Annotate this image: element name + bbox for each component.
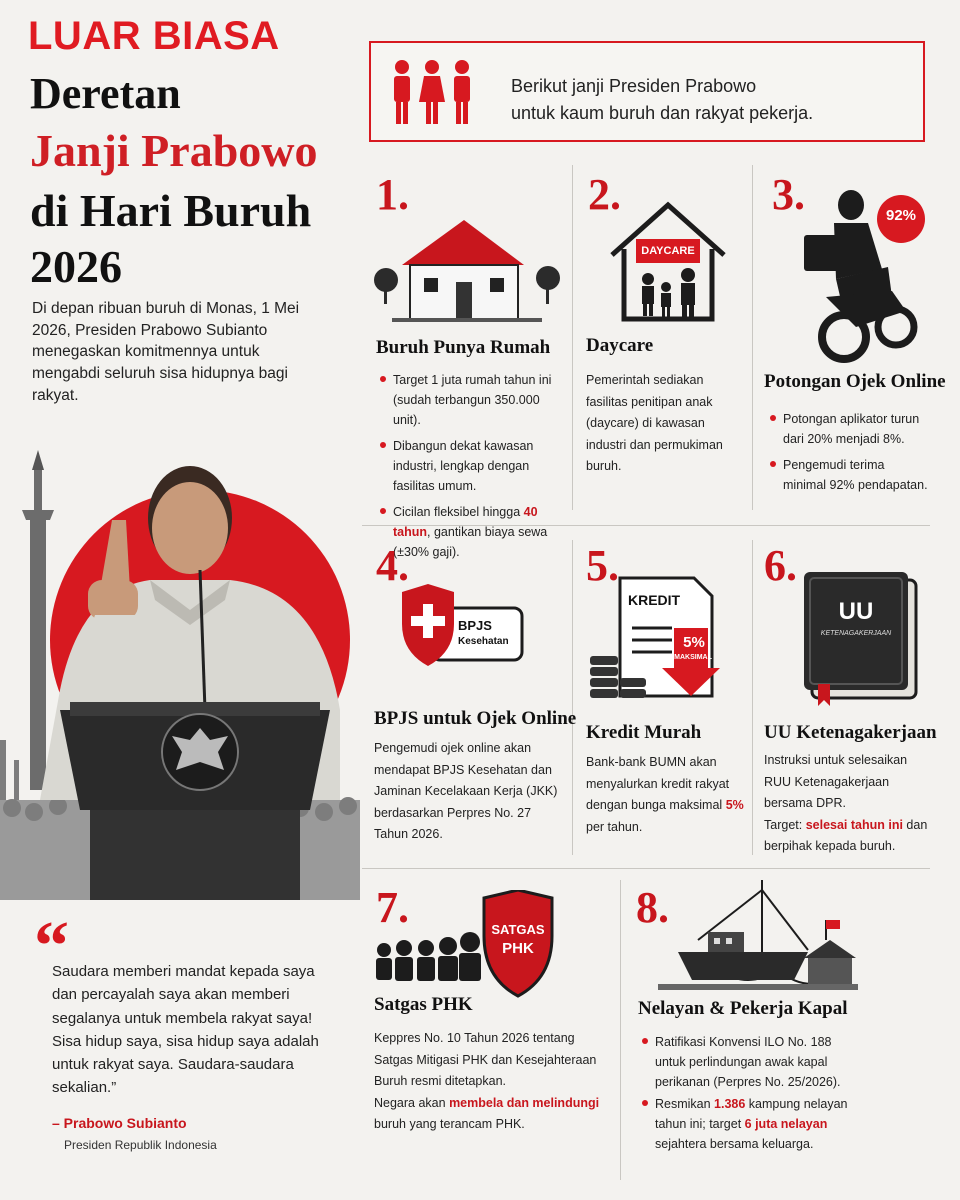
badge-92-percent: 92% [885,207,917,224]
quote-mark-icon: “ [34,908,69,985]
law-book-icon [798,568,922,708]
card-2 [584,165,746,515]
card-title: Daycare [586,335,654,356]
body-text: dan berpihak kepada buruh. [764,817,928,853]
divider [752,540,753,855]
card-number: 3. [772,170,805,219]
card-body [374,1028,610,1136]
bpjs-sublabel: Kesehatan [458,636,509,647]
card-title: Buruh Punya Rumah [376,337,551,358]
satgas-label: SATGAS [491,922,545,937]
kredit-percent: 5% [683,634,705,651]
title-line-4: 2026 [30,241,122,292]
card-6 [762,540,937,855]
body-text: Keppres No. 10 Tahun 2026 tentang Satgas Mitigasi PHK dan Kesejahteraan Buruh resmi ditetapkan. [374,1031,597,1088]
bullet: Pengemudi terima minimal 92% pendapatan. [768,455,928,495]
card-number: 8. [636,883,669,932]
body-text: Instruksi untuk selesaikan RUU Ketenagakerjaan bersama DPR. [764,753,908,810]
card-3 [762,165,946,515]
card-bullets [378,370,564,568]
bpjs-label: BPJS [458,618,492,633]
quote-text: Saudara memberi mandat kepada saya dan percayalah saya akan memberi segalanya untuk membela rakyat saya! Sisa hidup saya, sisa hidup saya adalah untuk rakyat saya. Saudara-saudara sekalian.” [52,963,319,1097]
card-title: BPJS untuk Ojek Online [374,708,577,729]
highlight-text: 6 juta nelayan [744,1117,828,1131]
highlight-text: selesai tahun ini [805,817,903,832]
highlight-text: 1.386 [714,1097,746,1111]
card-number: 2. [588,170,621,219]
card-title: Kredit Murah [586,722,702,743]
highlight-text: 5% [725,798,744,812]
divider [620,880,621,1180]
family-icon [387,57,477,127]
headline-tag: LUAR BIASA [28,14,280,58]
card-7 [372,880,612,1180]
card-title: Satgas PHK [374,994,473,1015]
card-title: Potongan Ojek Online [764,371,946,392]
bullet-text: kampung nelayan tahun ini; target [655,1097,848,1131]
bullet [640,1094,864,1154]
card-body: Pemerintah sediakan fasilitas penitipan anak (daycare) di kawasan industri dan permukiman buruh. [586,373,723,473]
card-number: 4. [376,541,409,590]
house-icon [372,220,562,345]
body-text [764,815,932,858]
card-4 [372,540,577,855]
divider [572,540,573,855]
card-body: Pengemudi ojek online akan mendapat BPJS Kesehatan dan Jaminan Kecelakaan Kerja (JKK) berdasarkan Perpres No. 27 Tahun 2026. [374,741,558,841]
card-bullets [640,1032,864,1160]
body-text: Bank-bank BUMN akan menyalurkan kredit rakyat dengan bunga maksimal [586,755,730,812]
card-number: 7. [376,883,409,932]
phk-label: PHK [502,940,534,957]
body-text: Target: [764,817,806,832]
card-title: UU Ketenagakerjaan [764,722,937,743]
monas-monument-icon [22,450,54,790]
book-title-uu: UU [838,598,874,625]
bpjs-shield-icon [396,582,526,672]
card-bullets [768,409,928,501]
kredit-document-icon [586,572,736,702]
card-number: 6. [764,541,797,590]
bullet: Dibangun dekat kawasan industri, lengkap dengan fasilitas umum. [378,436,564,496]
bullet: Potongan aplikator turun dari 20% menjadi 8%. [768,409,928,449]
bullet-text: Resmikan [655,1097,715,1111]
divider [362,868,930,869]
body-text: Negara akan [374,1095,450,1110]
kredit-max-label: MAKSIMAL [674,654,712,661]
daycare-sign-label: DAYCARE [641,245,695,257]
daycare-icon [608,199,728,329]
satgas-phk-icon [372,890,562,1000]
card-5 [584,540,746,855]
highlight-text: 40 tahun [393,505,538,539]
divider [572,165,573,510]
hero-illustration [0,440,360,900]
card-8 [632,880,932,1180]
body-text [374,1093,610,1136]
intro-paragraph: Di depan ribuan buruh di Monas, 1 Mei 2026, Presiden Prabowo Subianto menegaskan komitmennya untuk mengabdi seluruh sisa hidupnya bagi rakyat. [32,300,300,404]
bullet: Target 1 juta rumah tahun ini (sudah terbangun 350.000 unit). [378,370,564,430]
banner-line-1: Berikut janji Presiden Prabowo [511,76,757,96]
title-line-2: Janji Prabowo [30,125,318,176]
ojek-motorcycle-icon [796,187,926,367]
bullet-text: , gantikan biaya sewa (±30% gaji). [393,525,548,559]
bullet-text: Cicilan fleksibel hingga [393,505,524,519]
fishing-boat-icon [658,880,858,1005]
banner-line-2: untuk kaum buruh dan rakyat pekerja. [511,103,814,123]
card-body [764,750,932,858]
card-body [586,752,746,838]
card-number: 5. [586,541,619,590]
quote-author-role: Presiden Republik Indonesia [64,1138,217,1152]
body-text: buruh yang terancam PHK. [374,1117,525,1131]
bullet: Ratifikasi Konvensi ILO No. 188 untuk perlindungan awak kapal perikanan (Perpres No. 25/2026). [640,1032,864,1092]
kredit-label: KREDIT [628,592,681,608]
intro-banner [369,41,925,142]
book-subtitle: KETENAGAKERJAAN [820,630,892,637]
banner-text [511,73,813,127]
title-line-3: di Hari Buruh [30,185,312,236]
podium-icon [60,702,330,900]
card-1 [372,165,564,559]
title-line-1: Deretan [30,69,181,118]
card-title: Nelayan & Pekerja Kapal [638,998,848,1019]
quote-author: – Prabowo Subianto [52,1115,187,1131]
body-text: per tahun. [586,819,643,834]
highlight-text: membela dan melindungi [449,1095,600,1110]
divider [752,165,753,510]
bullet-text: sejahtera bersama keluarga. [655,1137,814,1151]
card-number: 1. [376,170,409,219]
